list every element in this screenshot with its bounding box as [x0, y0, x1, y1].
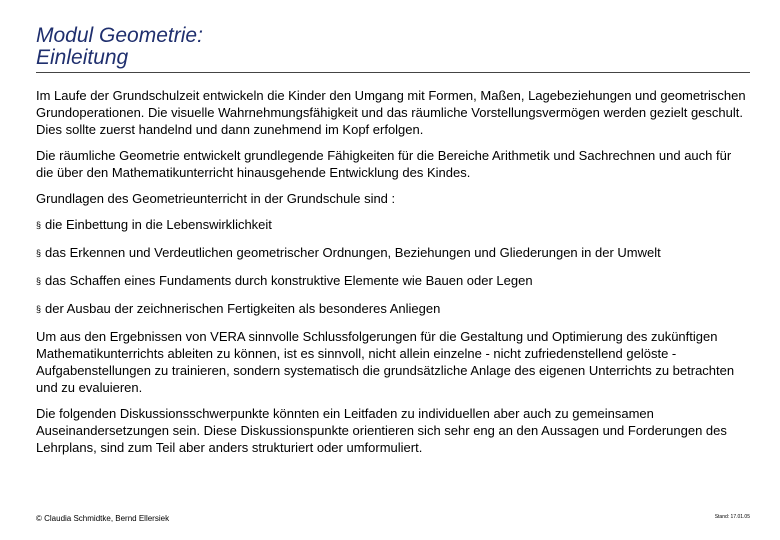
bullet-marker: § — [36, 220, 42, 230]
list-item-text: das Schaffen eines Fundaments durch konstruktive Elemente wie Bauen oder Legen — [45, 273, 533, 288]
intro-paragraph-2: Die räumliche Geometrie entwickelt grundlegende Fähigkeiten für die Bereiche Arithmetik und Sachrechnen und auch für die über den Mathematikunterricht hinausgehende Entwicklung des Kindes. — [36, 148, 732, 180]
list-item-text: die Einbettung in die Lebenswirklichkeit — [45, 217, 272, 232]
footer-stand: Stand: 17.01.05 — [714, 514, 750, 520]
discussion-paragraph: Die folgenden Diskussionsschwerpunkte könnten ein Leitfaden zu individuellen aber auch zu gemeinsamen Auseinandersetzungen sein. Diese Diskussionspunkte orientieren sich sehr eng an den Aussagen und Forderungen des Lehrplans, sind zum Teil aber anders strukturiert oder umformuliert. — [36, 406, 727, 455]
footer-copyright: © Claudia Schmidtke, Bernd Ellersiek — [36, 514, 170, 523]
list-item — [36, 216, 750, 234]
list-item-text: der Ausbau der zeichnerischen Fertigkeiten als besonderes Anliegen — [45, 301, 441, 316]
title-divider — [36, 72, 750, 73]
title-line-2: Einleitung — [36, 46, 129, 69]
title-line-1: Modul Geometrie: — [36, 24, 203, 47]
list-item — [36, 272, 750, 290]
slide-body — [36, 87, 750, 465]
list-item — [36, 300, 750, 318]
list-item — [36, 244, 750, 262]
page-title — [36, 25, 203, 69]
bullet-marker: § — [36, 276, 42, 286]
list-item-text: das Erkennen und Verdeutlichen geometrischer Ordnungen, Beziehungen und Gliederungen in der Umwelt — [45, 245, 661, 260]
intro-paragraph-1: Im Laufe der Grundschulzeit entwickeln die Kinder den Umgang mit Formen, Maßen, Lagebeziehungen und geometrischen Grundoperationen. Die visuelle Wahrnehmungsfähigkeit und das räumliche Vorstellungsvermögen werden gezielt geschult. Dies sollte zuerst handelnd und dann zunehmend im Kopf erfolgen. — [36, 88, 746, 137]
bullet-marker: § — [36, 248, 42, 258]
vera-paragraph: Um aus den Ergebnissen von VERA sinnvolle Schlussfolgerungen für die Gestaltung und Optimierung des zukünftigen Mathematikunterrichts ableiten zu können, ist es sinnvoll, nicht allein einzelne - nicht zufriedenstellend gelöste - Aufgabenstellungen zu trainieren, sondern systematisch die grundsätzliche Anlage des eigenen Unterrichts zu betrachten und zu evaluieren. — [36, 329, 735, 395]
bullet-intro: Grundlagen des Geometrieunterricht in der Grundschule sind : — [36, 191, 396, 206]
bullet-marker: § — [36, 304, 42, 314]
